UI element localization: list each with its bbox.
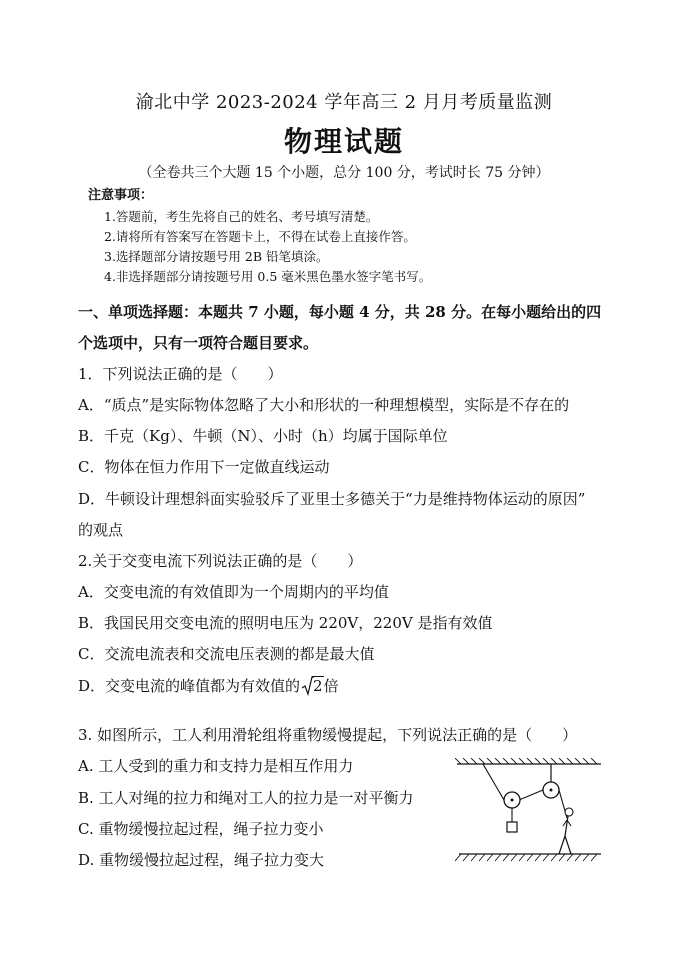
section-heading-line2: 个选项中，只有一项符合题目要求。 [78,334,319,352]
sqrt-radicand: 2 [313,677,323,695]
notice-item: 3.选择题部分请按题号用 2B 铅笔填涂。 [104,249,329,264]
question-3-option-d: D. 重物缓慢拉起过程，绳子拉力变大 [78,851,325,869]
question-2-option-d-suffix: 倍 [323,677,339,695]
exam-school-title: 渝北中学 2023-2024 学年高三 2 月月考质量监测 [135,92,553,113]
question-2-stem: 2.关于交变电流下列说法正确的是（ ） [78,552,363,570]
pulley-figure-svg [455,758,605,868]
question-1-stem: 1．下列说法正确的是（ ） [78,365,283,383]
exam-subtitle: （全卷共三个大题 15 个小题，总分 100 分，考试时长 75 分钟） [138,165,550,181]
sqrt-symbol [302,677,324,695]
pulley-diagram [455,758,605,872]
notice-item: 1.答题前，考生先将自己的姓名、考号填写清楚。 [104,209,379,224]
question-1-option-c: C．物体在恒力作用下一定做直线运动 [78,458,330,476]
question-1-option-b: B．千克（Kg）、牛顿（N）、小时（h）均属于国际单位 [78,427,448,445]
question-2-option-c: C．交流电流表和交流电压表测的都是最大值 [78,645,375,663]
notice-heading: 注意事项： [88,188,154,203]
question-2-option-d [78,675,339,696]
question-1-option-a: A．“质点”是实际物体忽略了大小和形状的一种理想模型，实际是不存在的 [78,396,570,414]
question-3-option-a: A. 工人受到的重力和支持力是相互作用力 [78,757,354,775]
question-2-option-b: B．我国民用交变电流的照明电压为 220V，220V 是指有效值 [78,614,493,632]
question-3-option-b: B. 工人对绳的拉力和绳对工人的拉力是一对平衡力 [78,789,414,807]
question-3-stem: 3. 如图所示，工人利用滑轮组将重物缓慢提起，下列说法正确的是（ ） [78,726,578,744]
question-2-option-a: A．交变电流的有效值即为一个周期内的平均值 [78,583,389,601]
section-heading-line1: 一、单项选择题：本题共 7 小题，每小题 4 分，共 28 分。在每小题给出的四 [78,303,602,321]
question-1-option-d: D．牛顿设计理想斜面实验驳斥了亚里士多德关于“力是维持物体运动的原因” [78,490,586,508]
question-2-option-d-text: D．交变电流的峰值都为有效值的 [78,677,301,695]
question-3-option-c: C. 重物缓慢拉起过程，绳子拉力变小 [78,820,324,838]
notice-item: 4.非选择题部分请按题号用 0.5 毫米黑色墨水签字笔书写。 [104,269,432,284]
notice-item: 2.请将所有答案写在答题卡上，不得在试卷上直接作答。 [104,229,416,244]
question-1-option-d-cont: 的观点 [78,521,124,539]
page-title: 物理试题 [283,125,404,158]
